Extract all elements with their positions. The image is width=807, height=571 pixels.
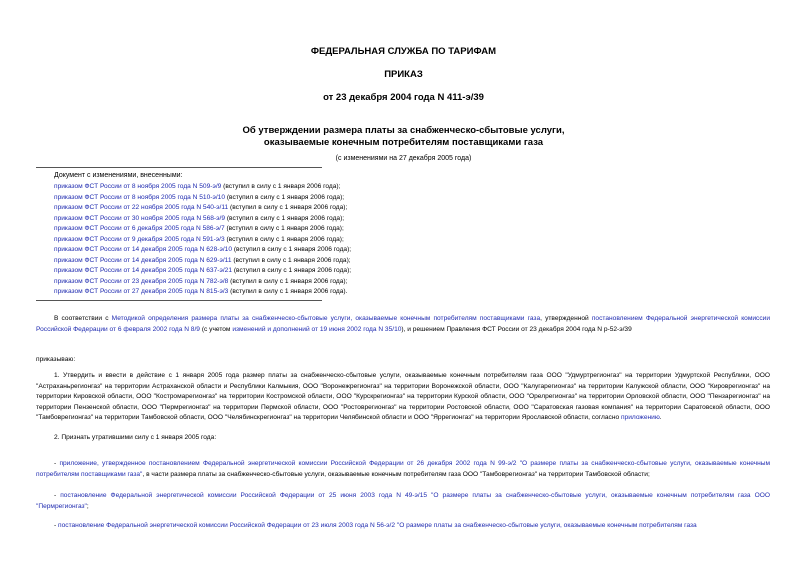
amendment-link[interactable]: приказом ФСТ России от 8 ноября 2005 года N 509-э/9 bbox=[54, 183, 222, 190]
sub-item-1-link[interactable]: приложение, утвержденное постановлением Федеральной энергетической комиссии Российской Федерации от 26 декабря 2002 года N 99-э/2 "О размере платы за снабженческо-сбытовые услуги, оказываемые конечным потребителям поставщиками газа" bbox=[36, 460, 770, 478]
amendment-note: (вступил в силу с 1 января 2006 года); bbox=[221, 183, 341, 190]
sub-item-dash: - bbox=[54, 492, 61, 499]
item-1-paragraph bbox=[36, 371, 770, 424]
list-item bbox=[54, 203, 351, 214]
amendment-note: (вступил в силу с 1 января 2006 года); bbox=[231, 267, 352, 274]
doc-title-line2: оказываемые конечным потребителям поставщиками газа bbox=[263, 137, 544, 148]
amendment-link[interactable]: приказом ФСТ России от 23 декабря 2005 года N 782-э/8 bbox=[54, 277, 229, 285]
preamble-text: , утвержденной bbox=[540, 315, 592, 322]
amendment-link[interactable]: приказом ФСТ России от 6 декабря 2005 года N 586-э/7 bbox=[54, 225, 225, 232]
item-1-end: . bbox=[659, 414, 662, 421]
amendment-note: (вступил в силу с 1 января 2006 года); bbox=[224, 214, 345, 222]
changes-list bbox=[54, 182, 351, 298]
amendment-note: (вступил в силу с 1 января 2006 года); bbox=[224, 193, 345, 201]
list-item bbox=[54, 256, 351, 267]
list-item bbox=[54, 182, 351, 193]
amendment-note: (вступил в силу с 1 января 2006 года); bbox=[231, 246, 352, 253]
sub-item-dash: - bbox=[54, 522, 59, 529]
doc-date: от 23 декабря 2004 года N 411-э/39 bbox=[323, 92, 484, 103]
amendment-link[interactable]: приказом ФСТ России от 9 декабря 2005 года N 591-э/3 bbox=[54, 235, 225, 243]
preamble-text: ), и решением Правления ФСТ России от 23 декабря 2004 года N р-52-э/39 bbox=[401, 325, 632, 333]
amendment-link[interactable]: приказом ФСТ России от 30 ноября 2005 года N 568-э/9 bbox=[54, 214, 225, 222]
item-1-text: 1. Утвердить и ввести в действие с 1 января 2005 года размер платы за снабженческо-сбытовые услуги, оказываемые конечным потребителям газа ООО "Удмуртрегионгаз" на территории Удмуртской Республики, ООО "Астраханьрегионгаз" на территории Астраханской области и Республики Калмыкия, ООО "Воронежрегионгаз" на территории Воронежской области, ООО "Калугарегионгаз" на территории Калужской области, ООО "Кироврегионгаз" на территории Кировской области, ООО "Костромарегионгаз" на территории Костромской области, ООО "Курскрегионгаз" на территории Курской области, ООО "Орелрегионгаз" на территории Орловской области, ООО "Пензарегионгаз" на территории Пензенской области, ООО "Пермрегионгаз" на территории Пермской области, ООО "Ростоврегионгаз" на территории Ростовской области, ООО "Саратовская газовая компания" на территории Саратовской области, ООО "Тамбоврегионгаз" на территории Тамбовской области, ООО "Челябинскрегионгаз" на территории Челябинской области и ООО "Яррегионгаз" на территории Ярославской области, согласно bbox=[36, 372, 770, 421]
appendix-link[interactable]: приложению bbox=[620, 414, 660, 421]
amendments-link[interactable]: изменений и дополнений от 19 июня 2002 года N 35/10 bbox=[232, 325, 402, 333]
list-item bbox=[54, 214, 351, 225]
amendment-link[interactable]: приказом ФСТ России от 14 декабря 2005 года N 637-э/21 bbox=[54, 267, 232, 274]
amendment-note: (вступил в силу с 1 января 2006 года); bbox=[228, 204, 348, 211]
fek-resolution-link[interactable]: постановлением Федеральной энергетической комиссии Российской Федерации от 6 февраля 2002 года N 8/9 bbox=[36, 315, 771, 333]
list-item bbox=[54, 193, 351, 204]
doc-title-line1: Об утверждении размера платы за снабженческо-сбытовые услуги, bbox=[242, 125, 565, 136]
amendment-note: (вступил в силу с 1 января 2006 года); bbox=[224, 225, 344, 232]
amendment-link[interactable]: приказом ФСТ России от 14 декабря 2005 года N 629-э/11 bbox=[54, 256, 232, 264]
amendment-note: (вступил в силу с 1 января 2006 года). bbox=[228, 288, 348, 295]
amendment-link[interactable]: приказом ФСТ России от 22 ноября 2005 года N 540-э/11 bbox=[54, 204, 229, 211]
preamble-paragraph bbox=[36, 314, 770, 335]
changes-heading: Документ с изменениями, внесенными: bbox=[54, 172, 183, 179]
list-item bbox=[54, 266, 351, 277]
bottom-divider bbox=[36, 300, 322, 301]
sub-item-1-rest: , в части размера платы за снабженческо-сбытовые услуги, оказываемые конечным потребителям газа ООО "Тамбоврегионгаз" на территории Тамбовской области; bbox=[142, 470, 650, 478]
methodology-link[interactable]: Методикой определения размера платы за снабженческо-сбытовые услуги, оказываемые конечным потребителям поставщиками газа bbox=[111, 315, 541, 322]
preamble-text: (с учетом bbox=[199, 325, 233, 333]
amendment-link[interactable]: приказом ФСТ России от 8 ноября 2005 года N 510-э/10 bbox=[54, 193, 225, 201]
amendment-note: (вступил в силу с 1 января 2006 года); bbox=[224, 235, 344, 243]
list-item bbox=[54, 224, 351, 235]
sub-item-2-link[interactable]: постановление Федеральной энергетической комиссии Российской Федерации от 25 июня 2003 года N 49-э/15 "О размере платы за снабженческо-сбытовые услуги, оказываемые конечным потребителям газа ООО "Пермрегионгаз" bbox=[36, 492, 771, 510]
sub-item-2 bbox=[36, 491, 770, 512]
amendment-link[interactable]: приказом ФСТ России от 14 декабря 2005 года N 628-э/10 bbox=[54, 246, 232, 253]
top-divider bbox=[36, 167, 322, 168]
amendment-note: (вступил в силу с 1 января 2006 года); bbox=[228, 277, 348, 285]
sub-item-3-link[interactable]: постановление Федеральной энергетической комиссии Российской Федерации от 23 июля 2003 года N 56-э/2 "О размере платы за снабженческо-сбытовые услуги, оказываемые конечным потребителям газа bbox=[58, 522, 697, 529]
sub-item-dash: - bbox=[54, 460, 60, 467]
agency-name: ФЕДЕРАЛЬНАЯ СЛУЖБА ПО ТАРИФАМ bbox=[310, 46, 497, 57]
sub-item-2-rest: ; bbox=[86, 502, 89, 510]
amended-note: (с изменениями на 27 декабря 2005 года) bbox=[335, 155, 472, 162]
sub-item-1 bbox=[36, 459, 770, 480]
list-item bbox=[54, 245, 351, 256]
item-2-text: 2. Признать утратившими силу с 1 января 2005 года: bbox=[54, 434, 217, 441]
amendment-note: (вступил в силу с 1 января 2006 года); bbox=[231, 256, 351, 264]
order-word: приказываю: bbox=[36, 356, 76, 363]
item-2-paragraph bbox=[36, 433, 770, 444]
preamble-text: В соответствии с bbox=[54, 315, 112, 322]
amendment-link[interactable]: приказом ФСТ России от 27 декабря 2005 года N 815-э/3 bbox=[54, 288, 229, 295]
sub-item-3 bbox=[36, 521, 770, 532]
doc-type: ПРИКАЗ bbox=[384, 69, 423, 80]
list-item bbox=[54, 287, 351, 298]
list-item bbox=[54, 235, 351, 246]
list-item bbox=[54, 277, 351, 288]
